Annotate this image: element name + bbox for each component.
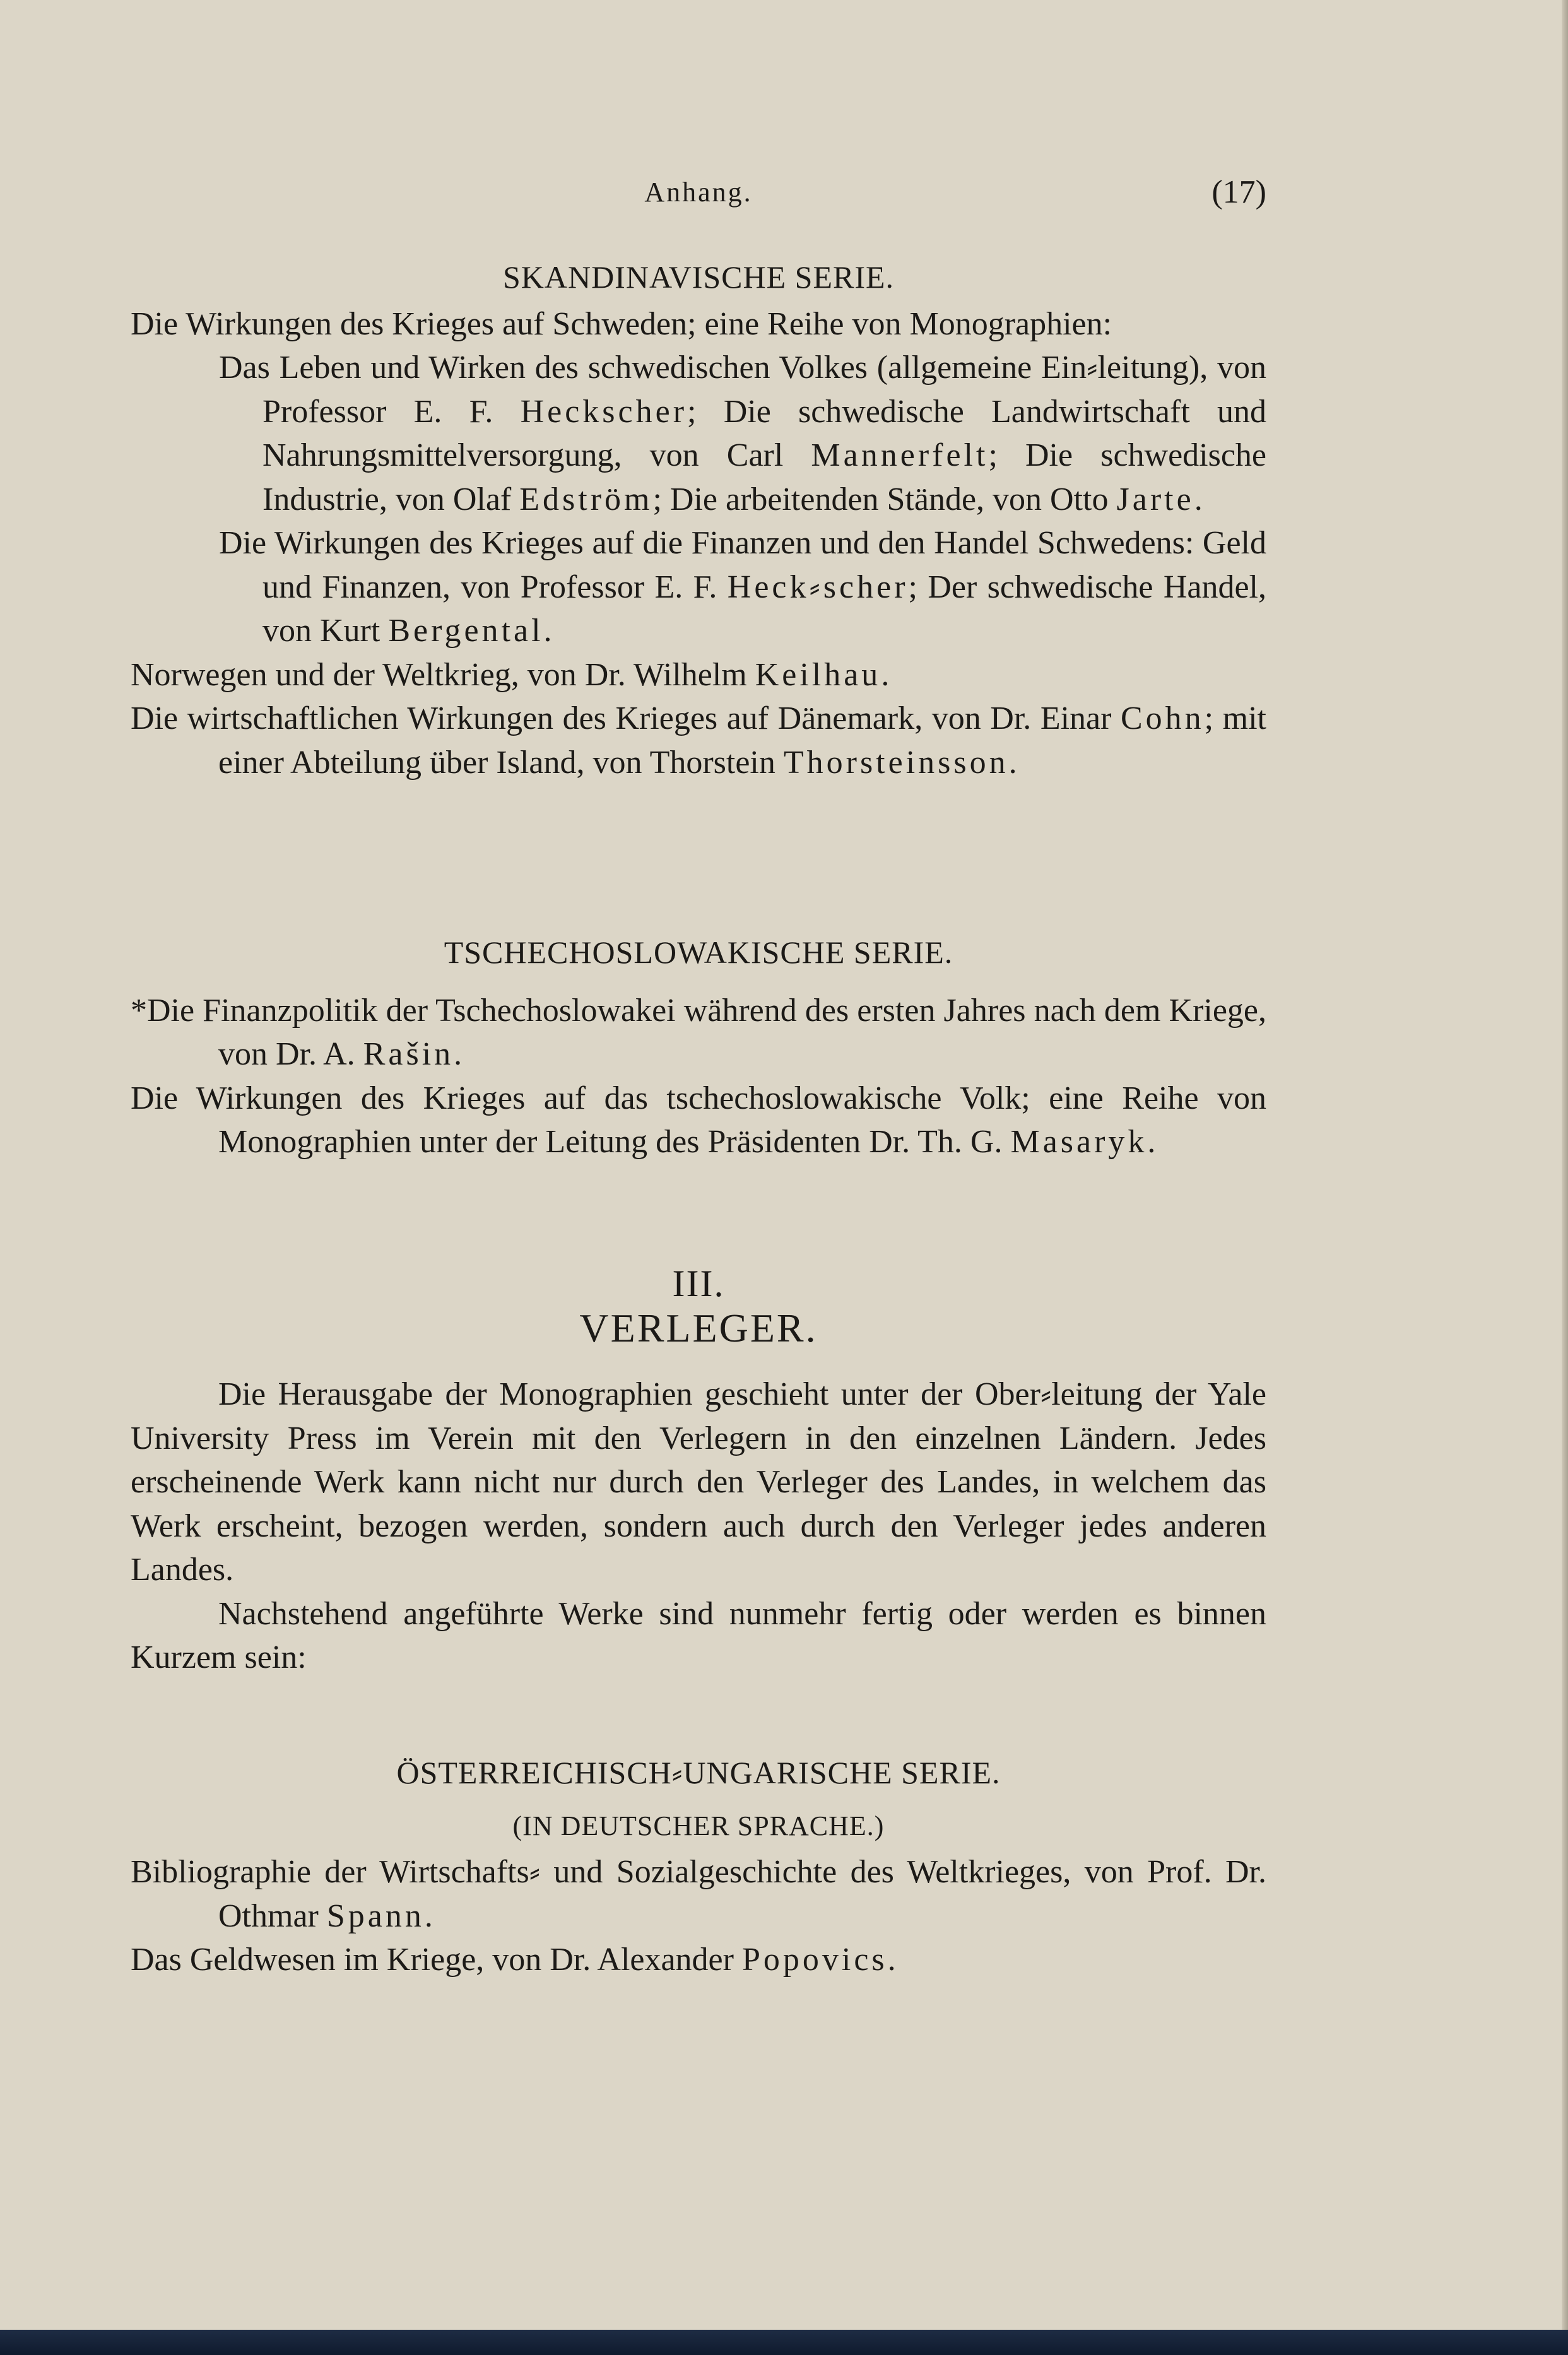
entry-daenemark: Die wirtschaftlichen Wirkungen des Krieges auf Dänemark, von Dr. Einar Cohn; mit einer Abteilung über Island, von Thorstein Thorsteinsson. (131, 700, 1266, 781)
paragraph-herausgabe: Die Herausgabe der Monographien geschieht unter der Ober⸗leitung der Yale University Press im Verein mit den Verlegern in den einzelnen Ländern. Jedes erscheinende Werk kann nicht nur durch den Verleger des Landes, in welchem das Werk erscheint, bezogen werden, sondern auch durch den Verleger jedes anderen Landes. (131, 1376, 1266, 1588)
page-right-edge (1562, 0, 1568, 2355)
page-bottom-edge (0, 2330, 1568, 2355)
section-heading-oesterreich: ÖSTERREICHISCH⸗UNGARISCHE SERIE. (396, 1755, 1001, 1790)
section-heading-verleger: VERLEGER. (579, 1305, 818, 1350)
entry-bibliographie: Bibliographie der Wirtschafts⸗ und Sozialgeschichte des Weltkrieges, von Prof. Dr. Othmar Spann. (131, 1854, 1266, 1934)
paragraph-nachstehend: Nachstehend angeführte Werke sind nunmehr fertig oder werden es binnen Kurzem sein: (131, 1595, 1266, 1675)
entry-schweden-finanzen: Die Wirkungen des Krieges auf die Finanzen und den Handel Schwedens: Geld und Finanzen, von Professor E. F. Heck⸗scher; Der schwedische Handel, von Kurt Bergental. (219, 525, 1266, 649)
entry-finanzpolitik: *Die Finanzpolitik der Tschechoslowakei während des ersten Jahres nach dem Kriege, von Dr. A. Rašin. (131, 992, 1266, 1072)
entry-schweden-leben: Das Leben und Wirken des schwedischen Volkes (allgemeine Ein⸗leitung), von Professor E. F. Heckscher; Die schwedische Landwirtschaft und Nahrungsmittelversorgung, von Carl Mannerfelt; Die schwedische Industrie, von Olaf Edström; Die arbeitenden Stände, von Otto Jarte. (219, 350, 1267, 517)
entry-geldwesen: Das Geldwesen im Kriege, von Dr. Alexander Popovics. (131, 1942, 896, 1978)
verleger-section (131, 1262, 1266, 1680)
tschecho-section (131, 931, 1266, 1164)
section-heading-skandinavisch: SKANDINAVISCHE SERIE. (502, 259, 895, 295)
section-heading-tschecho: TSCHECHOSLOWAKISCHE SERIE. (444, 935, 953, 970)
page-number: (17) (1211, 174, 1266, 210)
section-numeral: III. (672, 1263, 725, 1304)
entry-norwegen: Norwegen und der Weltkrieg, von Dr. Wilhelm Keilhau. (131, 656, 890, 693)
entry-schweden-intro: Die Wirkungen des Krieges auf Schweden; eine Reihe von Monographien: (131, 305, 1112, 342)
entry-tschecho-volk: Die Wirkungen des Krieges auf das tschechoslowakische Volk; eine Reihe von Monographien unter der Leitung des Präsidenten Dr. Th. G. Masaryk. (131, 1080, 1266, 1160)
section-subheading-sprache: (IN DEUTSCHER SPRACHE.) (512, 1810, 885, 1841)
running-head-title: Anhang. (644, 177, 753, 208)
running-head (131, 170, 1266, 215)
oesterreich-section (131, 1751, 1266, 1982)
skandinavische-section (131, 256, 1266, 784)
